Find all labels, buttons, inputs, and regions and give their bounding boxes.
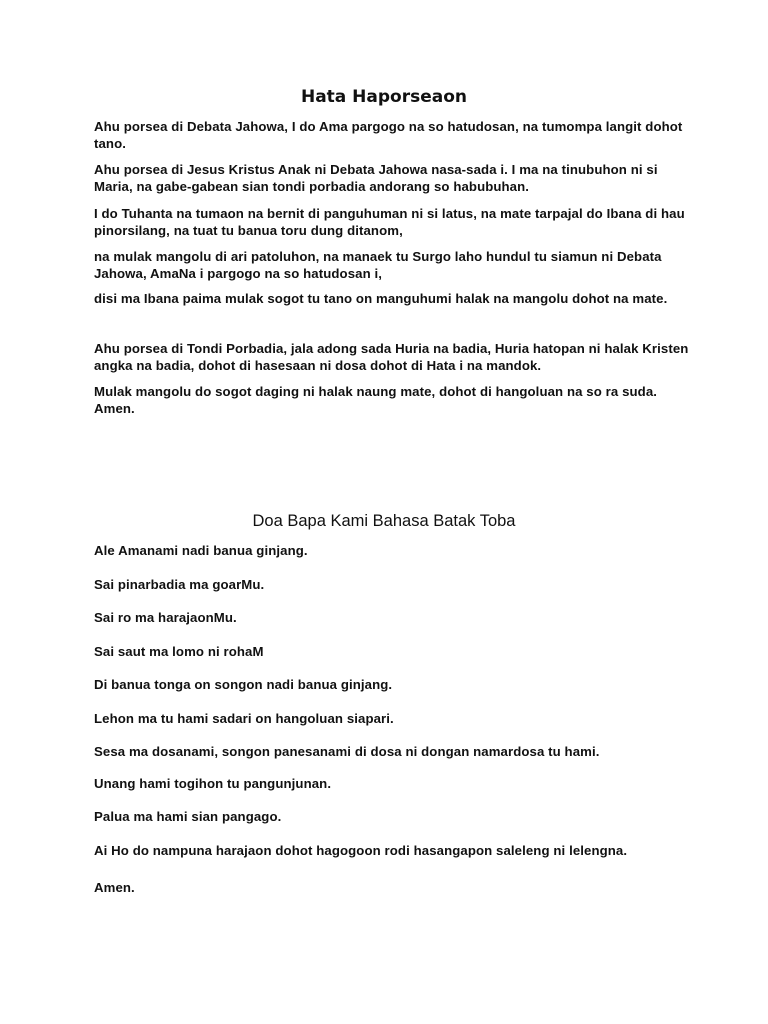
- creed-paragraph: I do Tuhanta na tumaon na bernit di panguhuman ni si latus, na mate tarpajal do Ibana di hau pinorsilang, na tuat tu banua toru dung ditanom,: [94, 206, 685, 238]
- creed-paragraph: Ahu porsea di Jesus Kristus Anak ni Debata Jahowa nasa-sada i. I ma na tinubuhon ni si Maria, na gabe-gabean sian tondi porbadia andorang so habubuhan.: [94, 162, 658, 194]
- creed-paragraph: Mulak mangolu do sogot daging ni halak naung mate, dohot di hangoluan na so ra suda. Amen.: [94, 384, 658, 416]
- prayer-line: Ale Amanami nadi banua ginjang.: [94, 543, 308, 558]
- prayer-line: Di banua tonga on songon nadi banua ginjang.: [94, 677, 393, 692]
- prayer-line: Ai Ho do nampuna harajaon dohot hagogoon rodi hasangapon saleleng ni lelengna.: [94, 843, 628, 858]
- prayer-line: Lehon ma tu hami sadari on hangoluan siapari.: [94, 711, 394, 726]
- prayer-line: Unang hami togihon tu pangunjunan.: [94, 776, 332, 791]
- prayer-amen: Amen.: [94, 880, 135, 895]
- prayer-line: Sai saut ma lomo ni rohaM: [94, 644, 264, 659]
- creed-paragraph: Ahu porsea di Debata Jahowa, I do Ama pargogo na so hatudosan, na tumompa langit dohot tano.: [94, 119, 683, 151]
- prayer-line: Sesa ma dosanami, songon panesanami di dosa ni dongan namardosa tu hami.: [94, 744, 600, 759]
- prayer-title: Doa Bapa Kami Bahasa Batak Toba: [252, 512, 516, 530]
- creed-title: Hata Haporseaon: [300, 87, 468, 107]
- prayer-line: Sai ro ma harajaonMu.: [94, 610, 237, 625]
- prayer-line: Palua ma hami sian pangago.: [94, 809, 282, 824]
- prayer-line: Sai pinarbadia ma goarMu.: [94, 577, 265, 592]
- creed-paragraph: Ahu porsea di Tondi Porbadia, jala adong sada Huria na badia, Huria hatopan ni halak Kristen angka na badia, dohot di hasesaan ni dosa dohot di Hata i na mandok.: [94, 341, 689, 373]
- creed-paragraph: na mulak mangolu di ari patoluhon, na manaek tu Surgo laho hundul tu siamun ni Debata Jahowa, AmaNa i pargogo na so hatudosan i,: [94, 249, 662, 281]
- creed-paragraph: disi ma Ibana paima mulak sogot tu tano on manguhumi halak na mangolu dohot na mate.: [94, 291, 668, 306]
